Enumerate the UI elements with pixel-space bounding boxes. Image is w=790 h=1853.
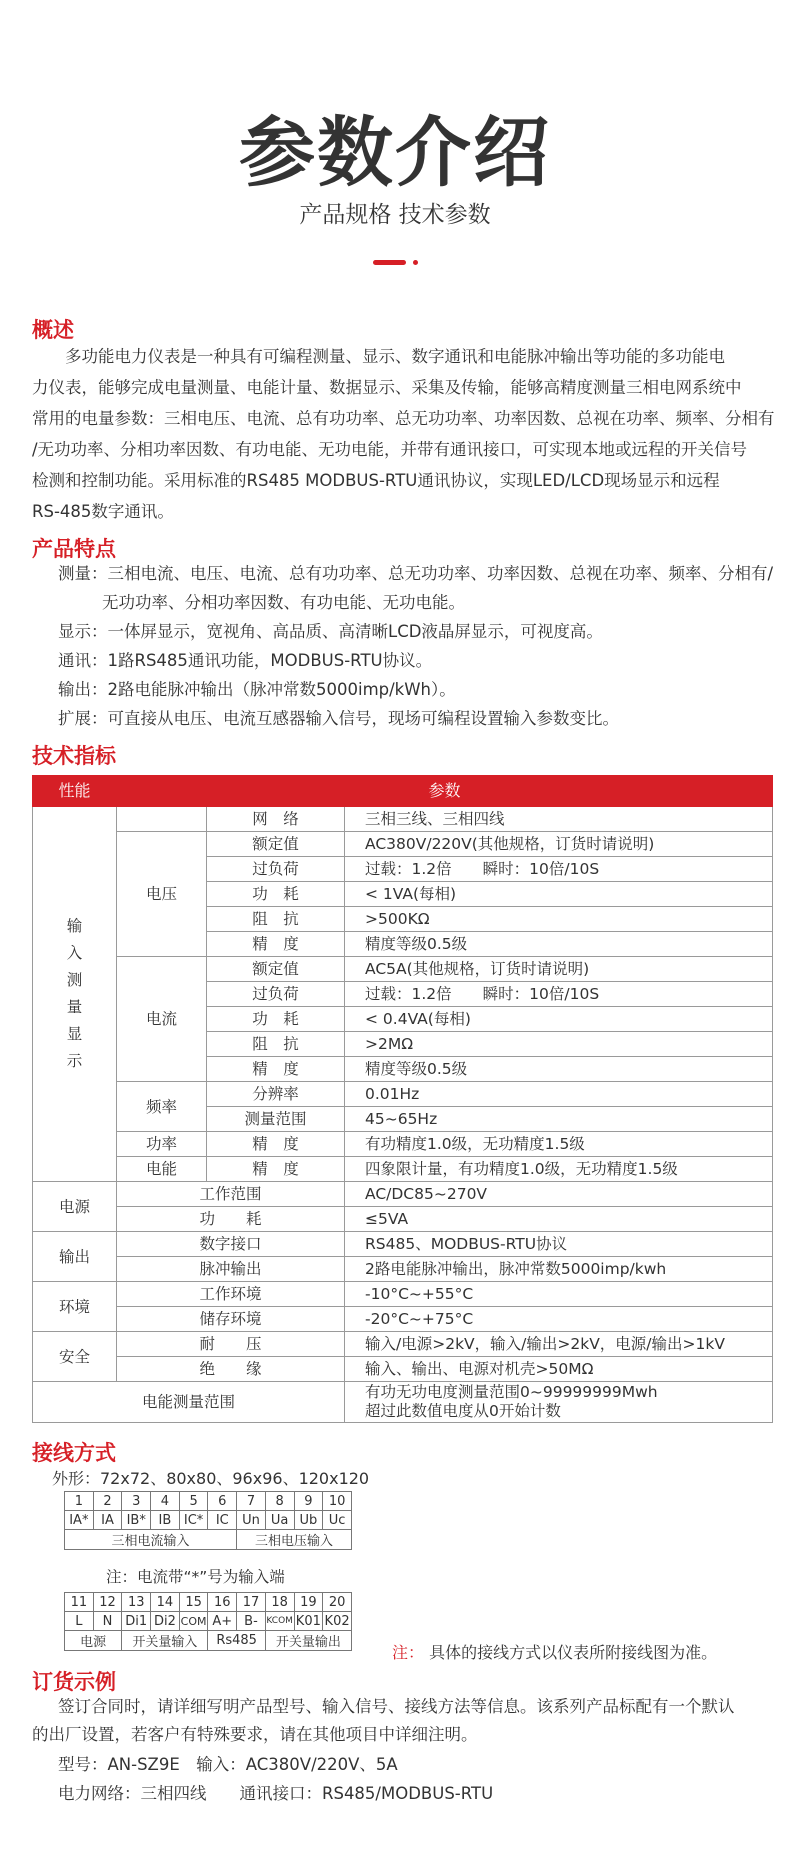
spec-value: 输入、输出、电源对机壳>50MΩ (345, 1357, 773, 1382)
col-param-header: 参数 (117, 776, 773, 807)
terminal-signal: IB* (122, 1511, 151, 1530)
terminal-num: 20 (323, 1593, 352, 1612)
specs-heading: 技术指标 (32, 744, 116, 768)
spec-key: 数字接口 (117, 1232, 345, 1257)
spec-value: 0.01Hz (345, 1082, 773, 1107)
spec-value: ≤5VA (345, 1207, 773, 1232)
spec-key: 测量范围 (207, 1107, 345, 1132)
spec-value: 45~65Hz (345, 1107, 773, 1132)
terminal-signal: B- (237, 1612, 266, 1631)
terminal-num: 18 (265, 1593, 294, 1612)
energy-range-line: 超过此数值电度从0开始计数 (365, 1402, 561, 1420)
terminal-signal: Di1 (122, 1612, 151, 1631)
terminal-num: 2 (93, 1492, 122, 1511)
terminal-group: 三相电压输入 (237, 1530, 352, 1550)
overview-paragraph (32, 341, 776, 527)
spec-key: 精 度 (207, 932, 345, 957)
spec-key: 阻 抗 (207, 1032, 345, 1057)
feature-measure-cont: 无功功率、分相功率因数、有功电能、无功电能。 (102, 593, 465, 612)
feature-comm: 通讯：1路RS485通讯功能，MODBUS-RTU协议。 (58, 651, 433, 670)
terminal-signal: A+ (208, 1612, 237, 1631)
spec-key: 工作范围 (117, 1182, 345, 1207)
spec-value: 2路电能脉冲输出，脉冲常数5000imp/kwh (345, 1257, 773, 1282)
feature-output: 输出：2路电能脉冲输出（脉冲常数5000imp/kWh）。 (58, 680, 456, 699)
features-heading: 产品特点 (32, 537, 116, 561)
terminal-signal: IC* (179, 1511, 208, 1530)
col-perf-header: 性能 (33, 776, 117, 807)
terminal-num: 8 (265, 1492, 294, 1511)
feature-measure: 测量：三相电流、电压、电流、总有功功率、总无功功率、功率因数、总视在功率、频率、分相有/ (58, 564, 774, 583)
input-category-label: 输入测量显示 (66, 917, 83, 1070)
wiring-note-2 (392, 1640, 717, 1663)
ordering-model: 型号：AN-SZ9E 输入：AC380V/220V、5A (58, 1755, 398, 1774)
spec-key: 精 度 (207, 1057, 345, 1082)
terminal-signal: COM (179, 1612, 208, 1631)
terminal-signal: N (93, 1612, 122, 1631)
spec-value: 精度等级0.5级 (345, 932, 773, 957)
terminal-group: 三相电流输入 (65, 1530, 237, 1550)
spec-value: -10°C~+55°C (345, 1282, 773, 1307)
spec-key: 网 络 (207, 807, 345, 832)
overview-line: /无功功率、分相功率因数、有功电能、无功电能，并带有通讯接口，可实现本地或远程的开关信号 (32, 440, 748, 459)
environment-category: 环境 (33, 1282, 117, 1332)
terminal-signal: Un (237, 1511, 266, 1530)
terminal-signal: IB (151, 1511, 180, 1530)
terminal-num: 14 (151, 1593, 180, 1612)
spec-value: 精度等级0.5级 (345, 1057, 773, 1082)
terminal-signal: K01 (295, 1613, 321, 1629)
spec-key: 电能测量范围 (33, 1382, 345, 1423)
spec-key: 精 度 (207, 1132, 345, 1157)
spec-key: 工作环境 (117, 1282, 345, 1307)
voltage-group: 电压 (117, 832, 207, 957)
terminal-num: 19 (294, 1593, 323, 1612)
spec-key: 储存环境 (117, 1307, 345, 1332)
spec-key: 过负荷 (207, 857, 345, 882)
spec-key: 耐 压 (117, 1332, 345, 1357)
page-title: 参数介绍 (239, 108, 551, 197)
spec-value: 过载：1.2倍 瞬时：10倍/10S (345, 857, 773, 882)
overview-heading: 概述 (32, 318, 74, 342)
ordering-heading: 订货示例 (32, 1670, 116, 1694)
spec-value: AC/DC85~270V (345, 1182, 773, 1207)
overview-line: 力仪表，能够完成电量测量、电能计量、数据显示、采集及传输，能够高精度测量三相电网系统中 (32, 378, 742, 397)
spec-key: 分辨率 (207, 1082, 345, 1107)
spec-key: 绝 缘 (117, 1357, 345, 1382)
terminal-num: 11 (65, 1593, 94, 1612)
spec-key: 额定值 (207, 832, 345, 857)
wiring-note-2-label: 注： (392, 1643, 425, 1662)
spec-table (32, 775, 773, 1423)
overview-line: RS-485数字通讯。 (32, 502, 174, 521)
ordering-paragraph (32, 1693, 776, 1749)
spec-value (345, 1382, 773, 1423)
spec-value: 有功精度1.0级，无功精度1.5级 (345, 1132, 773, 1157)
power-group: 功率 (117, 1132, 207, 1157)
input-category (33, 807, 117, 1182)
spec-value: 过载：1.2倍 瞬时：10倍/10S (345, 982, 773, 1007)
terminal-group: 开关量输入 (122, 1631, 208, 1651)
page-subtitle: 产品规格 技术参数 (299, 202, 491, 228)
spec-key: 阻 抗 (207, 907, 345, 932)
terminal-num: 7 (237, 1492, 266, 1511)
ordering-network: 电力网络：三相四线 通讯接口：RS485/MODBUS-RTU (58, 1784, 494, 1803)
terminal-num: 10 (323, 1492, 352, 1511)
spec-value: RS485、MODBUS-RTU协议 (345, 1232, 773, 1257)
spec-value: >2MΩ (345, 1032, 773, 1057)
terminal-num: 15 (179, 1593, 208, 1612)
terminal-group: 开关量输出 (265, 1631, 351, 1651)
terminal-group: 电源 (65, 1631, 122, 1651)
terminal-num: 4 (151, 1492, 180, 1511)
terminal-num: 5 (179, 1492, 208, 1511)
terminal-signal: IA (93, 1511, 122, 1530)
terminal-num: 6 (208, 1492, 237, 1511)
frequency-group: 频率 (117, 1082, 207, 1132)
overview-line: 多功能电力仪表是一种具有可编程测量、显示、数字通讯和电能脉冲输出等功能的多功能电 (65, 347, 725, 366)
terminal-signal: Ua (265, 1511, 294, 1530)
spec-value: 四象限计量，有功精度1.0级，无功精度1.5级 (345, 1157, 773, 1182)
terminal-signal: Uc (323, 1511, 352, 1530)
wiring-note-2-text: 具体的接线方式以仪表所附接线图为准。 (429, 1643, 718, 1662)
spec-value: < 1VA(每相) (345, 882, 773, 907)
spec-value: AC5A(其他规格，订货时请说明) (345, 957, 773, 982)
energy-group: 电能 (117, 1157, 207, 1182)
terminal-num: 3 (122, 1492, 151, 1511)
spec-value: 输入/电源>2kV，输入/输出>2kV，电源/输出>1kV (345, 1332, 773, 1357)
spec-key: 功 耗 (117, 1207, 345, 1232)
safety-category: 安全 (33, 1332, 117, 1382)
output-category: 输出 (33, 1232, 117, 1282)
ordering-line: 的出厂设置，若客户有特殊要求，请在其他项目中详细注明。 (32, 1725, 478, 1744)
terminal-signal: KCOM (265, 1612, 294, 1631)
spec-value: < 0.4VA(每相) (345, 1007, 773, 1032)
decorative-dot (413, 260, 418, 265)
spec-value: 三相三线、三相四线 (345, 807, 773, 832)
spec-value: AC380V/220V(其他规格，订货时请说明) (345, 832, 773, 857)
terminal-signal: Di2 (151, 1612, 180, 1631)
terminal-signal: Ub (294, 1511, 323, 1530)
spec-key: 功 耗 (207, 1007, 345, 1032)
spec-value: -20°C~+75°C (345, 1307, 773, 1332)
wiring-sizes: 外形：72x72、80x80、96x96、120x120 (52, 1469, 370, 1488)
overview-line: 检测和控制功能。采用标准的RS485 MODBUS-RTU通讯协议，实现LED/LCD现场显示和远程 (32, 471, 720, 490)
terminal-num: 12 (93, 1593, 122, 1612)
feature-expand: 扩展：可直接从电压、电流互感器输入信号，现场可编程设置输入参数变比。 (58, 709, 619, 728)
wiring-note: 注：电流带“*”号为输入端 (106, 1568, 285, 1586)
terminal-num: 17 (237, 1593, 266, 1612)
terminal-num: 16 (208, 1593, 237, 1612)
terminal-num: 13 (122, 1593, 151, 1612)
spec-key: 过负荷 (207, 982, 345, 1007)
terminal-table-1 (64, 1491, 352, 1550)
terminal-num: 1 (65, 1492, 94, 1511)
current-group: 电流 (117, 957, 207, 1082)
terminal-num: 9 (294, 1492, 323, 1511)
spec-value: >500KΩ (345, 907, 773, 932)
terminal-table-2 (64, 1592, 352, 1651)
power-supply-category: 电源 (33, 1182, 117, 1232)
spec-key: 精 度 (207, 1157, 345, 1182)
terminal-signal: L (65, 1612, 94, 1631)
terminal-signal: IC (208, 1511, 237, 1530)
terminal-signal: IA* (65, 1511, 94, 1530)
wiring-heading: 接线方式 (32, 1441, 116, 1465)
terminal-signal: K02 (324, 1613, 350, 1629)
energy-range-line: 有功无功电度测量范围0~99999999Mwh (365, 1383, 658, 1401)
terminal-group: Rs485 (208, 1631, 265, 1651)
overview-line: 常用的电量参数：三相电压、电流、总有功功率、总无功功率、功率因数、总视在功率、频率、分相有 (32, 409, 775, 428)
spec-key: 脉冲输出 (117, 1257, 345, 1282)
decorative-divider (373, 260, 406, 265)
feature-display: 显示：一体屏显示，宽视角、高品质、高清晰LCD液晶屏显示，可视度高。 (58, 622, 603, 641)
spec-key: 额定值 (207, 957, 345, 982)
spec-key: 功 耗 (207, 882, 345, 907)
ordering-line: 签订合同时，请详细写明产品型号、输入信号、接线方法等信息。该系列产品标配有一个默认 (58, 1697, 735, 1716)
